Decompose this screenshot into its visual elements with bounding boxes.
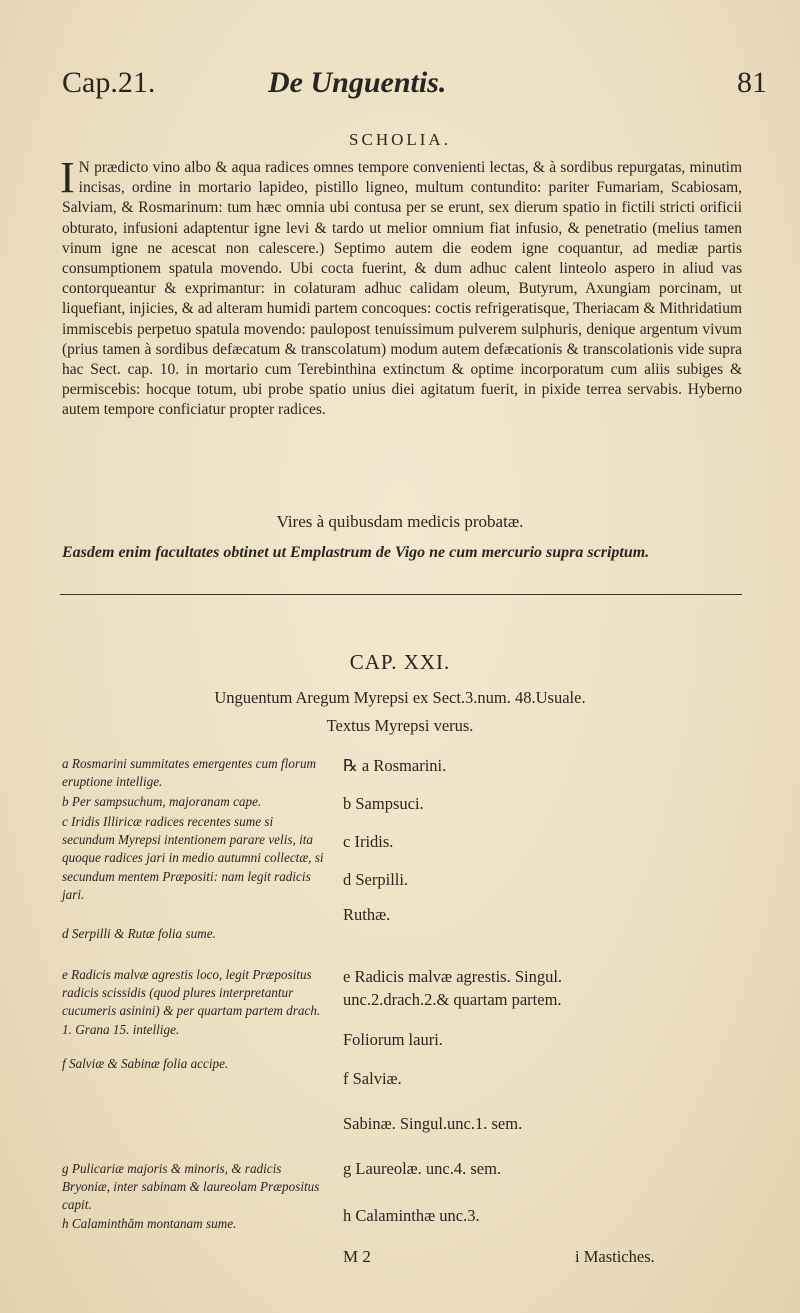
note-h: h Calaminthăm montanam sume. <box>62 1216 237 1231</box>
recipe-line-b: b Sampsuci. <box>343 794 424 813</box>
recipe-line-e: e Radicis malvæ agrestis. Singul. <box>343 967 563 986</box>
scholia-heading: SCHOLIA. <box>349 130 451 149</box>
chapter-label: Cap.21. <box>62 66 156 99</box>
recipe-line-sabinae: Sabinæ. Singul.unc.1. sem. <box>343 1114 523 1133</box>
recipe-line-lauri: Foliorum lauri. <box>343 1030 443 1049</box>
note-c: c Iridis Illiricæ radices recentes sume si secundum Myrepsi intentionem parare velis, ita quoque radices jari in medio autumni collectæ, si secundum mentem Præpositi: nam legit radicis jari. <box>62 814 324 902</box>
page-number: 81 <box>737 66 767 99</box>
chapter-heading: CAP. XXI. <box>349 650 451 674</box>
recipe-line-i: i Mastiches. <box>575 1247 655 1266</box>
eafdem-paragraph: Easdem enim facultates obtinet ut Emplastrum de Vigo ne cum mercurio supra scriptum. <box>62 544 650 561</box>
note-f: f Salviæ & Sabinæ folia accipe. <box>62 1056 229 1071</box>
note-g: g Pulicariæ majoris & minoris, & radicis Bryoniæ, inter sabinam & laureolam Præpositus capit. <box>62 1161 320 1213</box>
recipe-line-e-dose: unc.2.drach.2.& quartam partem. <box>343 990 562 1009</box>
recipe-line-h: h Calaminthæ unc.3. <box>343 1206 480 1225</box>
recipe-line-f: f Salviæ. <box>343 1069 402 1088</box>
note-a: a Rosmarini summitates emergentes cum florum eruptione intellige. <box>62 756 317 790</box>
section-divider <box>60 594 742 595</box>
note-b: b Per sampsuchum, majoranam cape. <box>62 794 262 809</box>
drop-cap: I <box>60 153 75 202</box>
signature-mark: M 2 <box>343 1247 371 1266</box>
note-e: e Radicis malvæ agrestis loco, legit Præpositus radicis scissidis (quod plures interpretantur cucumeris asinini) & per quartam partem drach. 1. Grana 15. intellige. <box>62 967 321 1037</box>
scholia-body <box>60 153 742 421</box>
recipe-line-c: c Iridis. <box>343 832 394 851</box>
scholia-text: N prædicto vino albo & aqua radices omnes tempore convenienti lectas, & à sordibus repurgatas, minutim incisas, ordine in mortario lapideo, pistillo ligneo, multum contundito: pariter Fumariam, Scabiosam, Salviam, & Rosmarinum: tum hæc omnia ubi contusa per se erunt, sex dierum spatio in fictili stricti orificii obturato, infusioni adaptentur igne levi & tardo ut melior omnium fiat infusio, & penetratio (melius tamen vinum igne ne acescat non calescere.) Septimo autem die eodem igne coquantur, ad mediæ partis consumptionem spatula movendo. Ubi cocta fuerint, & dum adhuc calent linteolo aspero in aliud vas contorqueantur & exprimantur: in colaturam adhuc calidam oleum, Butyrum, Axungiam porcinam, ut liquefiant, injicies, & ad alteram humidi partem concoques: coctis refrigeratisque, Theriacam & Mithridatium immiscebis perpetuo spatula movendo: paulopost tenuissimum pulverem sulphuris, denique argentum vivum (prius tamen à sordibus defæcatum & transcolatum) modum autem defæcationis & transcolationis vide supra hac Sect. cap. 10. in mortario cum Terebinthina extinctum & optime incorporatum cum aliis subiges & permiscebis: hocque totum, ubi probe spatio unius diei agitatum fuerit, in pixide terrea servabis. Hyberno autem tempore conficiatur propter radices. <box>62 159 742 419</box>
running-title: De Unguentis. <box>268 66 447 99</box>
textus-heading: Textus Myrepsi verus. <box>326 716 474 735</box>
recipe-line-d: d Serpilli. <box>343 870 409 889</box>
recipe-line-g: g Laureolæ. unc.4. sem. <box>343 1159 502 1178</box>
note-d: d Serpilli & Rutæ folia sume. <box>62 926 216 941</box>
recipe-line-ruthae: Ruthæ. <box>343 905 391 924</box>
vires-heading: Vires à quibusdam medicis probatæ. <box>276 512 524 531</box>
recipe-line-a: ℞ a Rosmarini. <box>343 756 447 775</box>
chapter-subtitle: Unguentum Aregum Myrepsi ex Sect.3.num. 48.Usuale. <box>214 688 586 707</box>
